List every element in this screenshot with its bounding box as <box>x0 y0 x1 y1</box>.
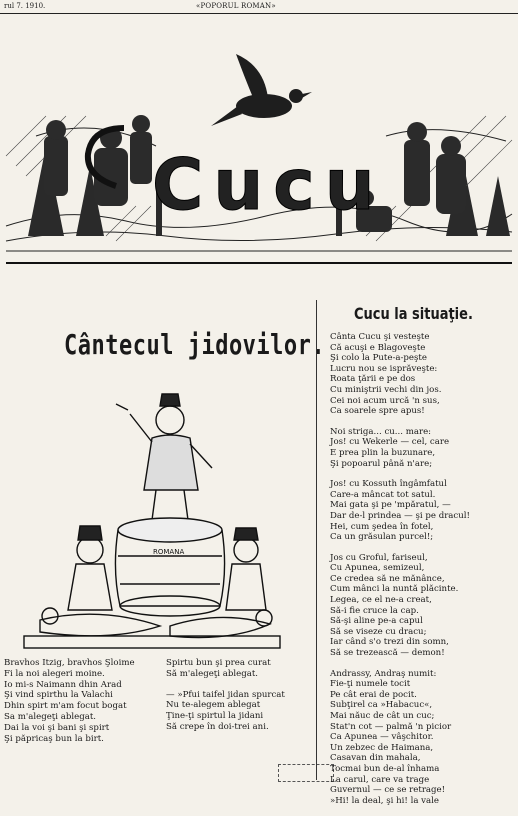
poem-line: Fi la noi alegeri moine. <box>4 668 105 679</box>
poem-line: Casavan din mahala, <box>330 753 421 764</box>
poem-line: La carul, care va trage <box>330 774 430 785</box>
poem-line: Că acuşi e Blagoveşte <box>330 342 426 353</box>
masthead-title: Cucu <box>152 144 385 226</box>
poem-line: Cei noi acum urcă 'n sus, <box>330 395 440 406</box>
poem-line: Guvernul — ce se retrage! <box>330 785 446 796</box>
article-body <box>330 332 518 816</box>
poem-line: Noi striga... cu... mare: <box>330 426 432 437</box>
poem-line: Ţine-ţi spirtul la jidani <box>166 711 264 722</box>
article-title: Cântecul jidovilor. <box>64 330 326 362</box>
cartoon-drawing <box>20 380 282 652</box>
poem-line: Iar când s'o trezi din somn, <box>330 637 449 648</box>
poem-line: Roata ţării e pe dos <box>330 374 416 385</box>
stanza-gap <box>166 680 316 690</box>
poem-line: Subţirel ca »Habacuc«, <box>330 700 433 711</box>
poem-line: Nu te-alegem ablegat <box>166 700 261 711</box>
poem-left-column <box>4 658 152 744</box>
poem-line: Un zebzec de Haimana, <box>330 742 434 753</box>
poem-line: Şi păpricaş bun la birt. <box>4 733 104 744</box>
poem-line: Mai năuc de cât un cuc; <box>330 711 435 721</box>
poem-line: Spirtu bun şi prea curat <box>166 658 271 668</box>
poem-stanza <box>330 332 518 417</box>
newspaper-name: «POPORUL ROMAN» <box>196 2 276 10</box>
poem-line: Cu miniştrii vechi din jos. <box>330 384 442 395</box>
left-article <box>0 290 326 800</box>
masthead-illustration <box>6 36 512 264</box>
poem-line: Ce credea să ne mănânce, <box>330 573 445 584</box>
poem-line: Ca Apunea — vâşchitor. <box>330 732 434 743</box>
poem-line: Şi popoarul până n'are; <box>330 458 433 469</box>
poem-stanza <box>330 479 518 543</box>
poem-line: Ca soarele spre apus! <box>330 406 425 417</box>
poem-line: Să-i fie cruce la cap. <box>330 605 419 616</box>
poem-line: Pe cât erai de pocit. <box>330 689 417 700</box>
poem-line: Să se trezească — demon! <box>330 648 445 659</box>
poem-line: Şi colo la Pute-a-peşte <box>330 353 427 364</box>
poem-line: — »Pfui taifel jidan spurcat <box>166 689 285 700</box>
column-divider <box>316 300 317 780</box>
barrel-label: ROMANA <box>153 548 185 556</box>
poem-line: Lucru nou se isprăveşte: <box>330 363 438 374</box>
poem-line: Dhin spirt m'am focut bogat <box>4 701 127 712</box>
poem-line: Jos cu Groful, fariseul, <box>330 552 428 563</box>
poem-line: Andrassy, Andraş numit: <box>330 668 437 679</box>
poem-stanza <box>330 427 518 469</box>
poem-line: Sa m'alegeţi ablegat. <box>4 711 97 722</box>
issue-date: rul 7. 1910. <box>4 2 46 10</box>
poem-line: Mai gata şi pe 'mpăratul, — <box>330 500 451 511</box>
poem-line: Să m'alegeţi ablegat. <box>166 668 259 679</box>
poem-line: Jos! cu Kossuth îngâmfatul <box>330 479 447 490</box>
poem-line: Cu Apunea, semizeul, <box>330 563 425 574</box>
poem-line: Io mi-s Naimann dhin Arad <box>4 679 122 690</box>
poem-line: Cânta Cucu şi vesteşte <box>330 332 430 342</box>
poem-right-column <box>166 658 316 733</box>
poem-line: Tocmai bun de-al înhama <box>330 763 440 774</box>
header-rule <box>0 13 518 14</box>
poem-line: Şi vind spirthu la Valachi <box>4 690 113 701</box>
poem-stanza <box>330 669 518 807</box>
poem-stanza <box>330 553 518 659</box>
poem-line: Dar de-l prindea — şi pe dracul! <box>330 510 470 521</box>
right-article <box>326 300 516 806</box>
cartoon-illustration <box>20 380 282 652</box>
poem-line: Să se viseze cu dracu; <box>330 626 427 637</box>
poem-line: Care-a mâncat tot satul. <box>330 489 436 500</box>
poem-line: Ca un grăsulan purcel!; <box>330 532 434 543</box>
page-header <box>0 0 518 12</box>
poem-line: Fie-ţi numele tocit <box>330 679 411 690</box>
poem-line: Legea, ce el ne-a creat, <box>330 595 432 606</box>
poem-line: Hei, cum şedea în fotel, <box>330 521 434 532</box>
poem-line: Bravhos Itzig, bravhos Şloime <box>4 658 135 668</box>
poem-line: Să crepe în doi-trei ani. <box>166 721 269 732</box>
poem-line: E prea plin la buzunare, <box>330 447 436 458</box>
article-title: Cucu la situaţie. <box>354 306 473 324</box>
poem-line: Jos! cu Wekerle — cel, care <box>330 437 450 448</box>
poem-line: »Hi! la deal, şi hi! la vale <box>330 795 439 806</box>
poem-line: Stat'n cot — palmă 'n picior <box>330 721 452 732</box>
poem-line: Cum mânci la nuntă plăcinte. <box>330 584 459 595</box>
poem-line: Să-şi aline pe-a capul <box>330 616 423 627</box>
poem-line: Dai la voi şi bani şi spirt <box>4 722 110 733</box>
